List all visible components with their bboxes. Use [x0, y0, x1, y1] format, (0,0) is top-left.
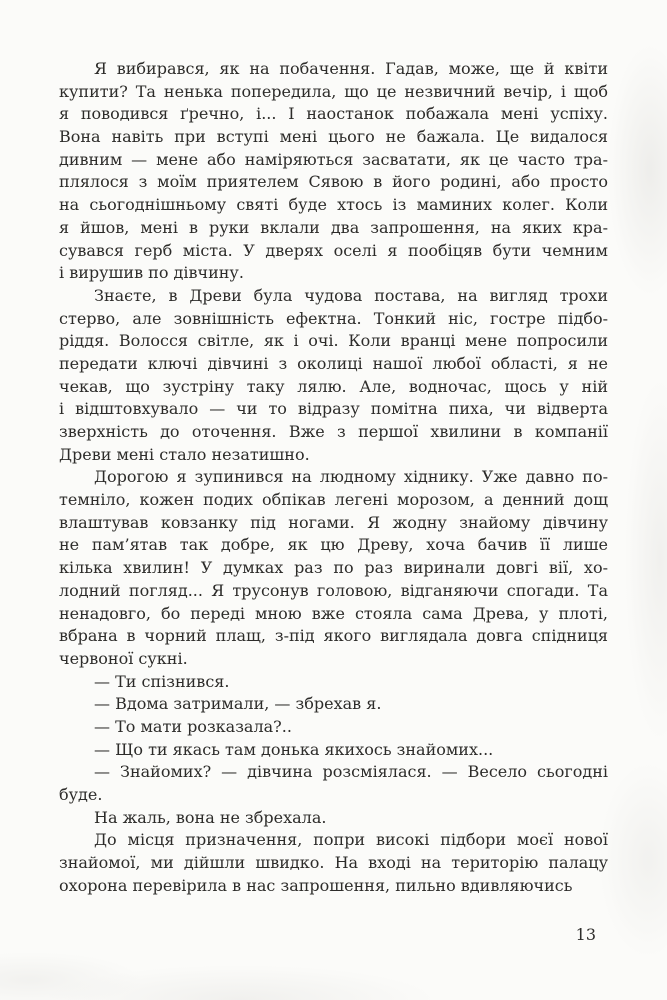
text-line: я поводився ґречно, і... І наостанок побажала мені успіху. — [59, 104, 608, 124]
text-line: і вирушив по дівчину. — [59, 263, 244, 283]
text-line: Вона навіть при вступі мені цього не бажала. Це видалося — [59, 127, 608, 147]
text-line: — Ти спізнився. — [94, 671, 230, 691]
page-text — [59, 58, 608, 897]
text-line: ріддя. Волосся світле, як і очі. Коли вранці мене попросили — [59, 331, 608, 351]
paragraph — [59, 285, 608, 467]
text-line: я йшов, мені в руки вклали два запрошення, на яких кра- — [59, 217, 608, 237]
text-line: сувався герб міста. У дверях оселі я пообіцяв бути чемним — [59, 240, 608, 260]
text-line: і відштовхувало — чи то відразу помітна пиха, чи відверта — [59, 399, 608, 419]
text-line: Дорогою я зупинився на людному хіднику. Уже давно по- — [94, 467, 608, 487]
text-line: До місця призначення, попри високі підбори моєї нової — [94, 830, 608, 850]
text-line: На жаль, вона не збрехала. — [94, 807, 327, 827]
text-line: Древи мені стало незатишно. — [59, 444, 310, 464]
text-line: дивним — мене або наміряються засватати, як це часто тра- — [59, 149, 608, 169]
text-line: плялося з моїм приятелем Сявою в його родині, або просто — [59, 172, 608, 192]
text-line: влаштував ковзанку під ногами. Я жодну знайому дівчину — [59, 512, 608, 532]
paragraph — [59, 466, 608, 670]
text-line: стерво, але зовнішність ефектна. Тонкий ніс, гостре підбо- — [59, 308, 608, 328]
paragraph — [59, 739, 608, 762]
text-line: червоної сукні. — [59, 648, 188, 668]
paragraph — [59, 829, 608, 897]
text-line: передати ключі дівчині з околиці нашої любої області, я не — [59, 353, 608, 373]
text-line: — Вдома затримали, — збрехав я. — [94, 694, 382, 714]
text-line: Я вибирався, як на побачення. Гадав, може, ще й квіти — [94, 59, 608, 78]
paragraph — [59, 671, 608, 694]
paragraph — [59, 58, 608, 285]
text-line: не пам’ятав так добре, як цю Древу, хоча бачив її лише — [59, 535, 608, 555]
text-line: темніло, кожен подих обпікав легені морозом, а денний дощ — [59, 490, 608, 510]
paragraph — [59, 693, 608, 716]
paragraph — [59, 761, 608, 806]
text-line: — То мати розказала?.. — [94, 716, 292, 736]
text-line: зверхність до оточення. Вже з першої хвилини в компанії — [59, 422, 608, 441]
text-line: буде. — [59, 785, 103, 804]
paragraph — [59, 807, 608, 830]
text-line: лодний погляд... Я трусонув головою, відганяючи спогади. Та — [59, 580, 608, 600]
text-line: Знаєте, в Древи була чудова постава, на вигляд трохи — [94, 285, 608, 305]
text-line: вбрана в чорний плащ, з-під якого виглядала довга спідниця — [59, 626, 608, 646]
text-line: чекав, що зустріну таку лялю. Але, водночас, щось у ній — [59, 376, 608, 396]
text-line: купити? Та ненька попередила, що це незвичний вечір, і щоб — [59, 81, 608, 101]
paragraph — [59, 716, 608, 739]
text-line: на сьогоднішньому святі буде хтось із маминих колег. Коли — [59, 195, 608, 215]
text-line: ненадовго, бо переді мною вже стояла сама Древа, у плоті, — [59, 603, 608, 623]
text-line: охорона перевірила в нас запрошення, пильно вдивляючись — [59, 875, 573, 895]
text-line: знайомої, ми дійшли швидко. На вході на територію палацу — [59, 853, 608, 873]
text-line: — Що ти якась там донька якихось знайомих... — [94, 739, 494, 759]
text-line: кілька хвилин! У думках раз по раз виринали довгі вії, хо- — [59, 558, 608, 578]
page-number: 13 — [575, 925, 596, 944]
text-line: — Знайомих? — дівчина розсміялася. — Весело сьогодні — [94, 762, 608, 782]
